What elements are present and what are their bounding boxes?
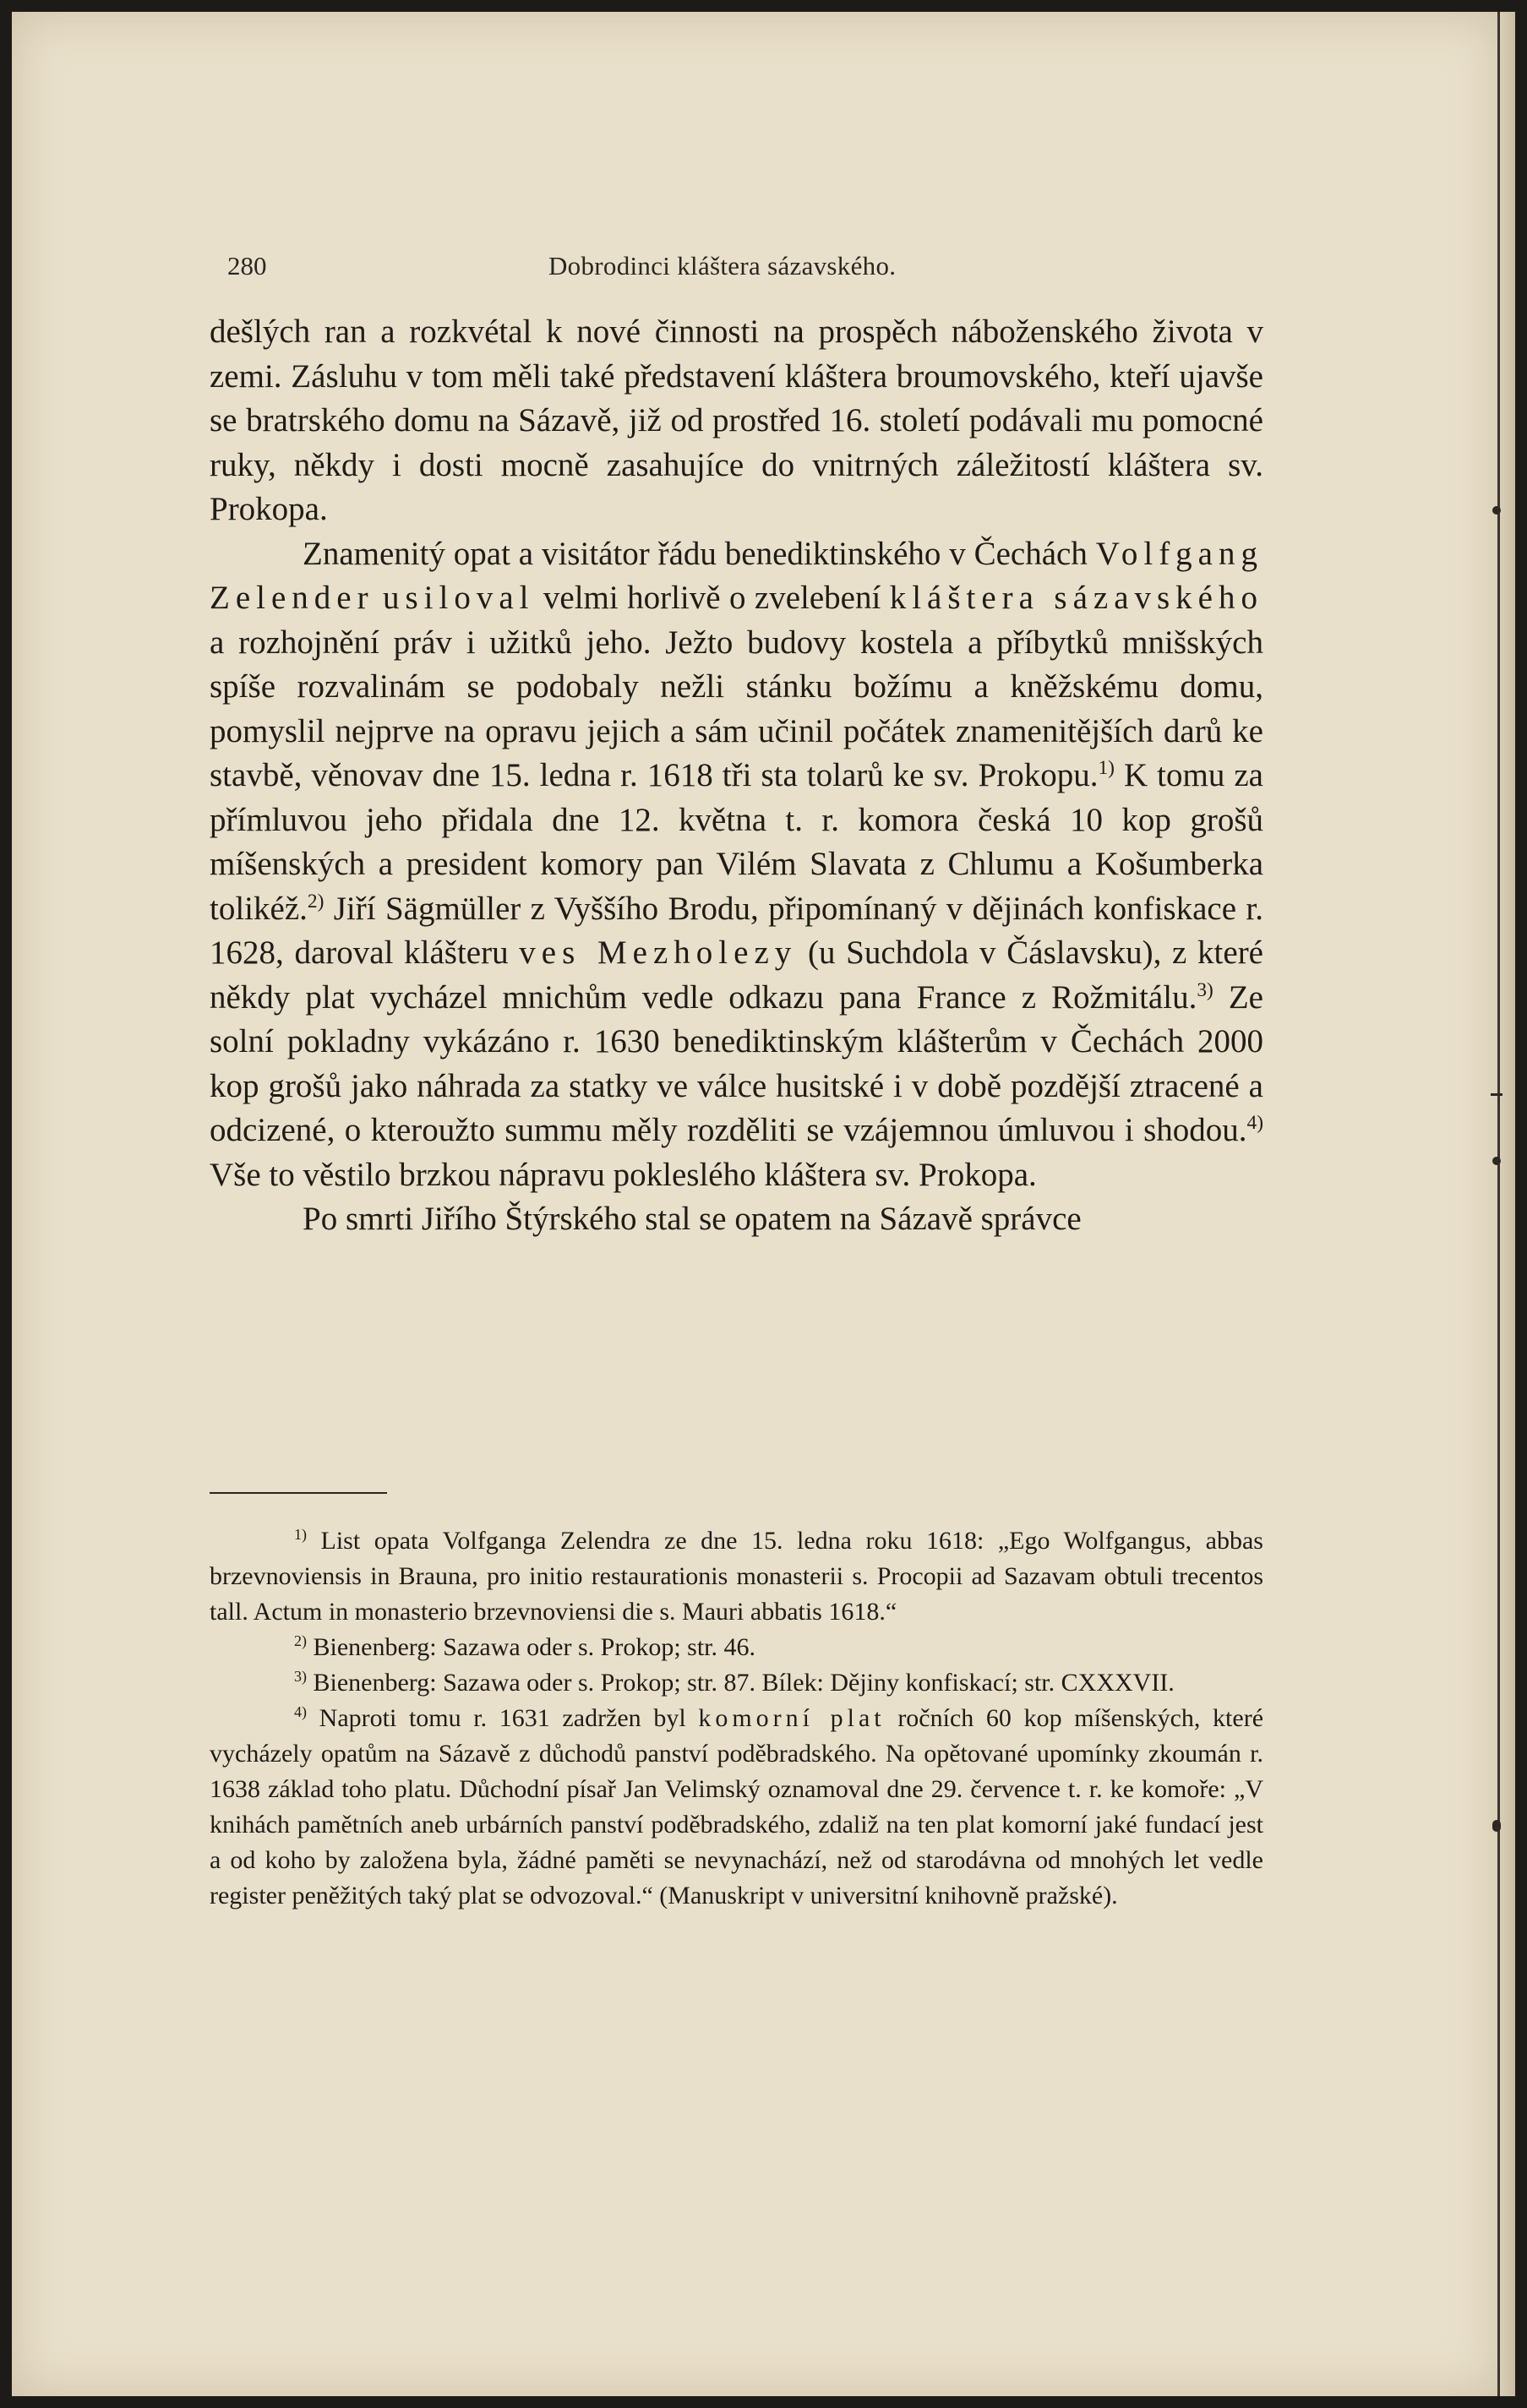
footnote-ref-3: 3) <box>1197 978 1213 1001</box>
footnote-4 <box>210 1701 1263 1914</box>
footnote-ref-2: 2) <box>307 890 324 913</box>
text-run: a rozhojnění práv i užitků jeho. Ježto budovy kostela a příbytků mnišských spíše rozvalinám se podobaly nežli stánku božímu a kněžskému domu, pomyslil nejprve na opravu jejich a sám učinil počátek znamenitějších darů ke stavbě, věnovav dne 15. ledna r. 1618 tři sta tolarů ke sv. Prokopu. <box>210 624 1263 793</box>
footnote-text: ročních 60 kop míšenských, které vycházely opatům na Sázavě z důchodů panství poděbradského. Na opětované upomínky zkoumán r. 1638 základ toho platu. Důchodní písař Jan Velimský oznamoval dne 29. července t. r. ke komoře: „V knihách pamětních aneb urbárních panství poděbradského, zdaliž na ten plat komorní jaké fundací jest a od koho by založena byla, žádné paměti se nevynachází, než od starodávna od mnohých let vedle register peněžitých taký plat se odvozoval.“ (Manuskript v universitní knihovně pražské). <box>210 1704 1264 1910</box>
footnotes <box>210 1523 1263 1914</box>
text-run: velmi horlivě o zvelebení <box>534 580 890 616</box>
footnote-ref-1: 1) <box>1098 757 1115 779</box>
footnote-text: List opata Volfganga Zelendra ze dne 15. ledna roku 1618: „Ego Wolfgangus, abbas brzevnoviensis in Brauna, pro initio restaurationis monasterii s. Procopii ad Sazavam obtuli trecentos tall. Actum in monasterio brzevnoviensi die s. Mauri abbatis 1618.“ <box>210 1527 1263 1626</box>
text-run <box>374 580 383 616</box>
paragraph-3: Po smrti Jiřího Štýrského stal se opatem na Sázavě správce <box>303 1201 1082 1237</box>
footnote-ref-4: 4) <box>1246 1112 1263 1134</box>
text-run: Jiří Sägmüller z Vyššího Brodu, připomínaný v dějinách konfiskace r. 1628, daroval klášteru <box>210 890 1263 971</box>
text-run: K tomu za přímluvou jeho přidala dne 12. května t. r. komora česká 10 kop grošů míšenských a president komory pan Vilém Slavata z Chlumu a Košumberka tolikéž. <box>210 757 1263 927</box>
spaced-monastery: kláštera sázavského <box>889 580 1263 616</box>
main-text <box>210 310 1263 1242</box>
margin-mark <box>1492 1820 1501 1832</box>
footnote-text: Naproti tomu r. 1631 zadržen byl <box>307 1704 699 1732</box>
text-run: (u Suchdola v Čáslavsku), z které někdy plat vycházel mnichům vedle odkazu pana France z Rožmitálu. <box>210 934 1263 1016</box>
margin-mark <box>1491 1093 1502 1096</box>
margin-mark <box>1492 1157 1501 1165</box>
paragraph-1: dešlých ran a rozkvétal k nové činnosti na prospěch náboženského života v zemi. Zásluhu v tom měli také představení kláštera broumovského, kteří ujavše se bratrského domu na Sázavě, již od prostřed 16. století podávali mu pomocné ruky, někdy i dosti mocně zasahujíce do vnitrných záležitostí kláštera sv. Prokopa. <box>210 313 1263 527</box>
footnote-2 <box>210 1630 1263 1665</box>
footnote-text: Bienenberg: Sazawa oder s. Prokop; str. 46. <box>307 1633 756 1661</box>
running-title: Dobrodinci kláštera sázavského. <box>548 251 897 281</box>
spaced-verb: usiloval <box>382 580 535 616</box>
paragraph-2 <box>210 532 1263 1198</box>
text-run: Vše to věstilo brzkou nápravu pokleslého kláštera sv. Prokopa. <box>210 1156 1037 1193</box>
footnote-mark: 2) <box>294 1632 307 1649</box>
spaced-village: ves Mezholezy <box>519 934 798 971</box>
footnote-mark: 3) <box>294 1668 307 1685</box>
footnote-rule <box>210 1492 387 1494</box>
footnote-3 <box>210 1665 1263 1701</box>
page-binding-edge <box>1497 12 1515 2396</box>
running-header <box>210 251 1277 288</box>
footnote-mark: 1) <box>294 1526 307 1543</box>
footnote-1 <box>210 1523 1263 1630</box>
text-run: Znamenitý opat a visitátor řádu benediktinského v Čechách <box>303 535 1096 572</box>
page-number: 280 <box>227 251 267 281</box>
spaced-name: Volfgang Zelender <box>210 535 1263 616</box>
text-run: Ze solní pokladny vykázáno r. 1630 benediktinským klášterům v Čechách 2000 kop grošů jako náhrada za statky ve válce husitské i v době pozdější ztracené a odcizené, o kteroužto summu měly rozděliti se vzájemnou úmluvou i shodou. <box>210 978 1263 1148</box>
spaced-text: komorní plat <box>698 1704 886 1732</box>
footnote-mark: 4) <box>294 1703 307 1720</box>
footnote-text: Bienenberg: Sazawa oder s. Prokop; str. 87. Bílek: Dějiny konfiskací; str. CXXXVII. <box>307 1669 1175 1697</box>
margin-mark <box>1492 506 1501 515</box>
